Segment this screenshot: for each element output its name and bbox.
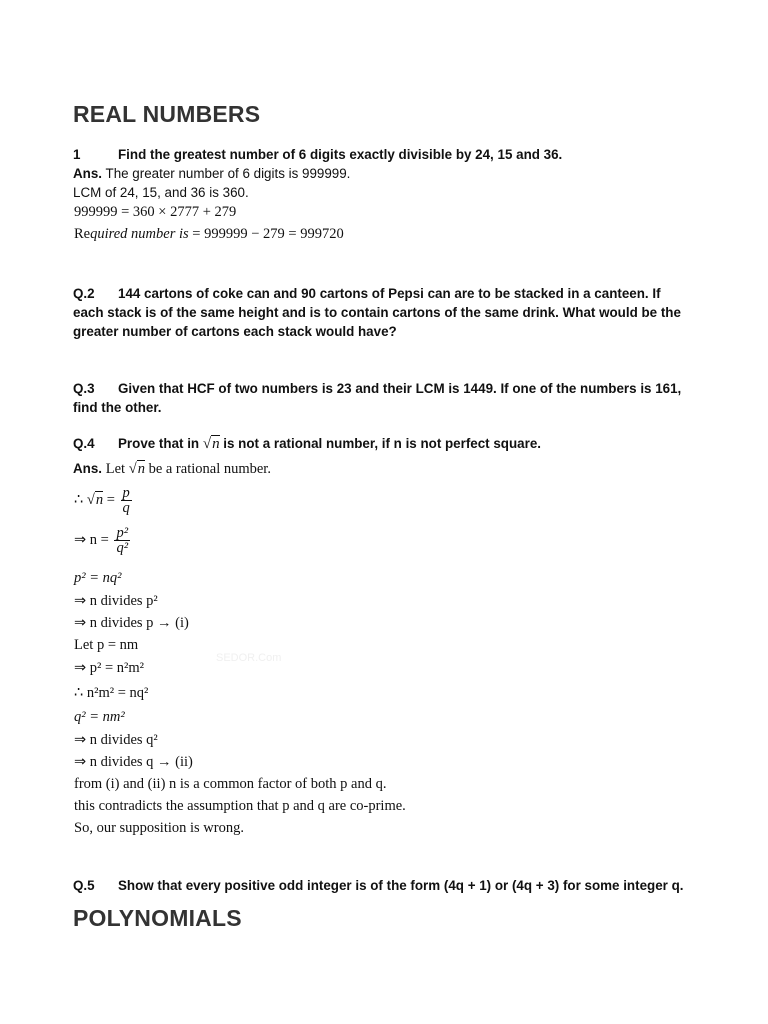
step-5: ⇒ n divides p → (i) xyxy=(74,615,189,631)
answer-1-line-2: LCM of 24, 15, and 36 is 360. xyxy=(73,185,249,200)
answer-text: The greater number of 6 digits is 999999. xyxy=(102,166,351,181)
question-text: 144 cartons of coke can and 90 cartons of Pepsi can are to be stacked in a canteen. If each stack is of the same height and is to contain cartons of the same drink. What would be the greater number of cartons each stack would have? xyxy=(73,286,681,339)
step-11: ⇒ n divides q → (ii) xyxy=(74,754,193,770)
answer-4-intro xyxy=(73,459,271,479)
answer-intro-before: Let xyxy=(105,461,129,477)
question-text-after: is not a rational number, if n is not perfect square. xyxy=(219,436,541,451)
question-number: Q.5 xyxy=(73,878,95,893)
section-heading-real-numbers: REAL NUMBERS xyxy=(73,101,261,127)
question-number: 1 xyxy=(73,147,81,162)
answer-1-line-1 xyxy=(73,164,350,183)
step-9: q² = nm² xyxy=(74,709,125,725)
answer-1-equation-2 xyxy=(74,225,344,243)
sqrt-radicand: n xyxy=(212,436,220,452)
step-4: ⇒ n divides p² xyxy=(74,593,158,609)
answer-intro-after: be a rational number. xyxy=(144,461,271,477)
step-6: Let p = nm xyxy=(74,637,139,653)
question-text: Given that HCF of two numbers is 23 and their LCM is 1449. If one of the numbers is 161, find the other. xyxy=(73,381,682,415)
sqrt-symbol: √ xyxy=(128,461,137,477)
question-text-before: Prove that in xyxy=(118,436,203,451)
equation-italic: quired number is xyxy=(90,226,189,242)
question-text: Find the greatest number of 6 digits exactly divisible by 24, 15 and 36. xyxy=(118,147,563,162)
fraction xyxy=(121,486,132,515)
step-equals: = xyxy=(103,491,119,508)
step-2 xyxy=(74,526,132,555)
step-14: So, our supposition is wrong. xyxy=(74,820,244,836)
step-prefix: ⇒ n = xyxy=(74,531,113,548)
sqrt-radicand: n xyxy=(95,491,104,508)
fraction xyxy=(114,526,130,555)
step-3: p² = nq² xyxy=(74,570,122,586)
question-number: Q.2 xyxy=(73,286,95,301)
question-number: Q.3 xyxy=(73,381,95,396)
question-5 xyxy=(73,876,713,895)
step-10: ⇒ n divides q² xyxy=(74,732,158,748)
sqrt-radicand: n xyxy=(137,461,145,477)
equation-prefix: Re xyxy=(74,226,91,242)
answer-label: Ans. xyxy=(73,166,103,181)
step-12: from (i) and (ii) n is a common factor of both p and q. xyxy=(74,776,387,792)
step-1 xyxy=(74,486,134,515)
equation-rest: = 999999 − 279 = 999720 xyxy=(188,226,344,242)
step-prefix: ∴ √ xyxy=(74,491,95,508)
question-1 xyxy=(73,145,693,164)
fraction-numerator: p xyxy=(122,485,130,501)
step-13: this contradicts the assumption that p and q are co-prime. xyxy=(74,798,406,814)
fraction-denominator: q xyxy=(122,500,130,516)
question-3 xyxy=(73,379,693,417)
watermark: SEDOR.Com xyxy=(216,652,282,664)
question-number: Q.4 xyxy=(73,436,95,451)
step-8: ∴ n²m² = nq² xyxy=(74,685,149,701)
answer-label: Ans. xyxy=(73,461,103,476)
question-4 xyxy=(73,434,693,454)
step-7: ⇒ p² = n²m² xyxy=(74,660,145,676)
question-2 xyxy=(73,284,693,341)
question-text: Show that every positive odd integer is of the form (4q + 1) or (4q + 3) for some integer q. xyxy=(118,878,684,893)
section-heading-polynomials: POLYNOMIALS xyxy=(73,905,242,931)
fraction-denominator: q² xyxy=(116,540,129,556)
fraction-numerator: p² xyxy=(116,525,129,541)
answer-1-equation-1: 999999 = 360 × 2777 + 279 xyxy=(74,204,237,220)
sqrt-symbol: √ xyxy=(202,436,212,452)
